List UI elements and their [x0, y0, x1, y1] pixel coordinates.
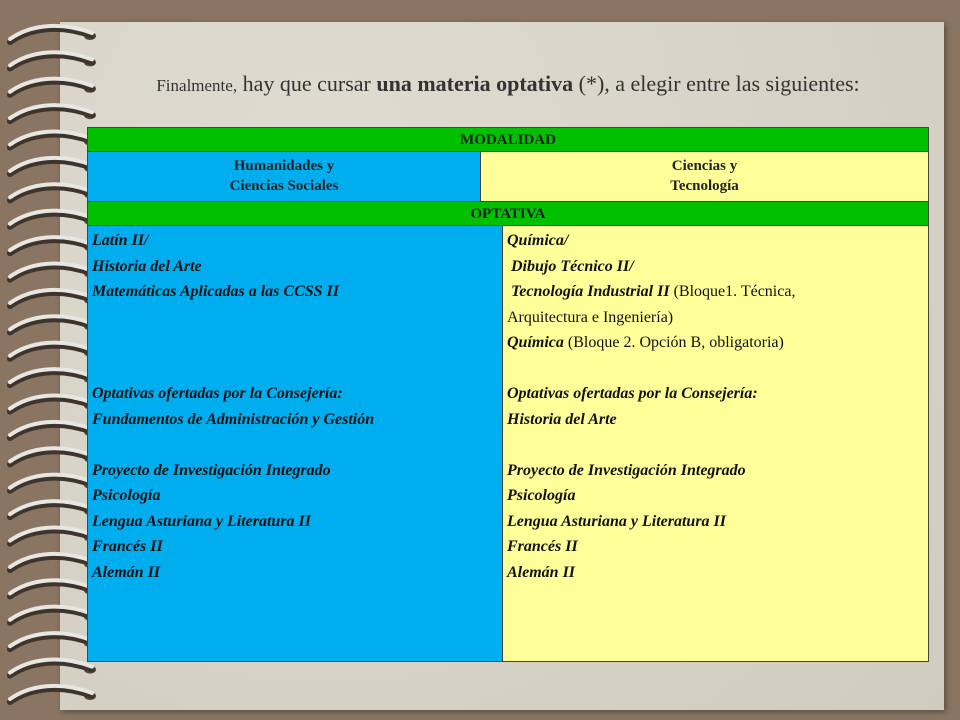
left-line-4 [92, 305, 498, 331]
right-line-5-rest: (Bloque 2. Opción B, obligatoria) [563, 334, 784, 351]
spiral-ring [10, 105, 96, 121]
subjects-table [87, 127, 929, 662]
spiral-ring [10, 422, 96, 438]
right-line-7: Optativas ofertadas por la Consejería: [507, 385, 758, 402]
modalidad-header: MODALIDAD [88, 128, 928, 152]
spiral-ring [10, 448, 96, 464]
ciencias-subjects [503, 226, 928, 661]
right-line-3 [507, 279, 924, 305]
left-line-5 [92, 330, 498, 356]
slide-heading [88, 70, 928, 122]
spiral-ring [10, 686, 96, 702]
right-line-5 [507, 330, 924, 356]
modalidad-humanidades [88, 152, 481, 201]
spiral-ring [10, 659, 96, 675]
right-line-4: Arquitectura e Ingeniería) [507, 308, 674, 326]
modalidad-ciencias-line1: Ciencias y [671, 158, 738, 174]
left-line-11: Psicología [92, 487, 161, 504]
modalidad-humanidades-line2: Ciencias Sociales [229, 178, 339, 194]
modalidad-humanidades-line1: Humanidades y [233, 158, 335, 174]
right-line-11: Psicología [507, 487, 576, 504]
spiral-ring [10, 184, 96, 200]
right-line-14: Alemán II [507, 563, 576, 581]
spiral-ring [10, 633, 96, 649]
left-line-14: Alemán II [92, 563, 161, 581]
modalidad-ciencias-line2: Tecnología [670, 178, 739, 194]
heading-prefix: Finalmente, [156, 76, 238, 95]
optativa-header: OPTATIVA [88, 202, 928, 226]
right-line-9 [507, 432, 924, 458]
spiral-ring [10, 580, 96, 596]
modalidad-ciencias [481, 152, 928, 201]
left-line-13: Francés II [92, 538, 163, 555]
heading-part1: hay que cursar [237, 71, 377, 96]
left-line-1: Latín II/ [92, 232, 149, 249]
spiral-ring [10, 475, 96, 491]
left-line-2: Historia del Arte [92, 257, 202, 275]
spiral-ring [10, 290, 96, 306]
left-line-3: Matemáticas Aplicadas a las CCSS II [92, 283, 339, 300]
left-line-12: Lengua Asturiana y Literatura II [92, 512, 312, 530]
spiral-ring [10, 131, 96, 147]
right-line-13: Francés II [507, 538, 578, 555]
left-line-6 [92, 356, 498, 382]
left-line-10: Proyecto de Investigación Integrado [92, 461, 331, 479]
spiral-ring [10, 343, 96, 359]
left-line-9 [92, 432, 498, 458]
spiral-ring [10, 369, 96, 385]
spiral-ring [10, 316, 96, 332]
right-line-10: Proyecto de Investigación Integrado [507, 461, 746, 479]
spiral-ring [10, 26, 96, 42]
humanidades-subjects [88, 226, 503, 661]
right-line-12: Lengua Asturiana y Literatura II [507, 512, 727, 530]
right-line-1: Química/ [507, 232, 569, 249]
spiral-ring [10, 527, 96, 543]
right-line-3-rest: (Bloque1. Técnica, [669, 283, 796, 300]
spiral-ring [10, 501, 96, 517]
spiral-ring [10, 263, 96, 279]
spiral-ring [10, 52, 96, 68]
right-line-6 [507, 356, 924, 382]
left-line-8: Fundamentos de Administración y Gestión [92, 410, 375, 428]
spiral-ring [10, 395, 96, 411]
modalidad-row [88, 152, 928, 202]
right-line-3-bold: Tecnología Industrial II [507, 283, 670, 300]
heading-bold: una materia optativa [376, 71, 574, 96]
right-line-5-bold: Química [507, 334, 564, 351]
heading-part2: (*), a elegir entre las siguientes: [573, 71, 860, 96]
right-line-8: Historia del Arte [507, 410, 617, 428]
spiral-ring [10, 607, 96, 623]
spiral-ring [10, 237, 96, 253]
spiral-ring [10, 158, 96, 174]
spiral-ring [10, 211, 96, 227]
spiral-ring [10, 554, 96, 570]
left-line-7: Optativas ofertadas por la Consejería: [92, 385, 343, 402]
spiral-ring [10, 79, 96, 95]
right-line-2: Dibujo Técnico II/ [507, 257, 634, 275]
